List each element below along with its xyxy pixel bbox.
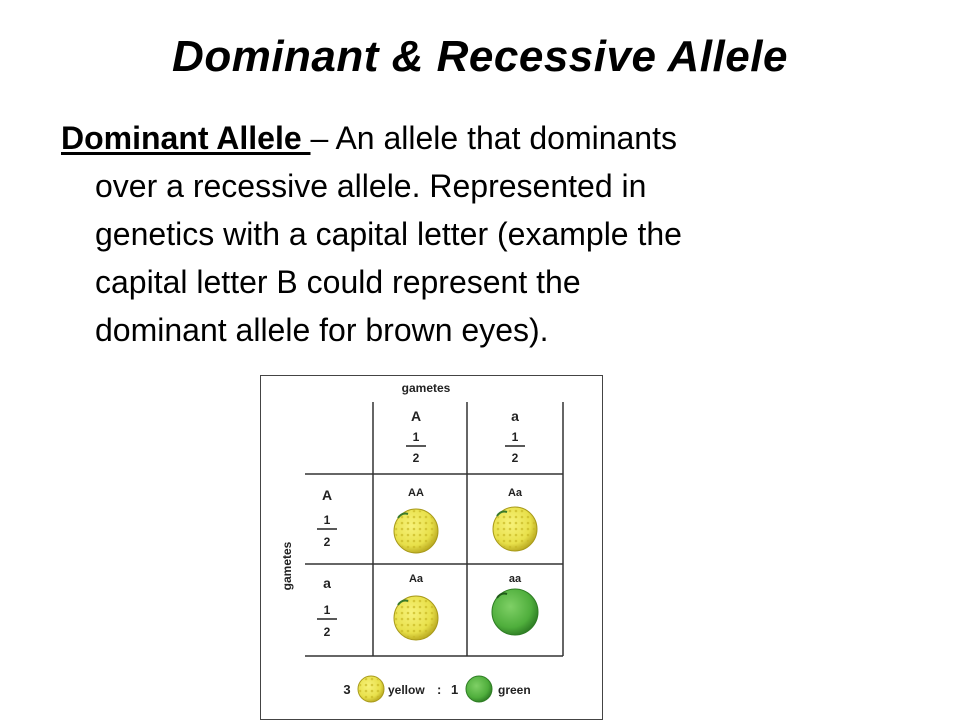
column-fraction-den-2: 2 (511, 451, 519, 465)
ratio-yellow-count: 3 (343, 682, 351, 697)
row-fraction-den-1: 2 (323, 535, 331, 549)
definition-line-5: dominant allele for brown eyes). (95, 312, 549, 348)
punnett-square-figure (260, 375, 603, 720)
column-fraction-num-1: 1 (412, 430, 420, 444)
yellow-pea-1 (394, 509, 438, 553)
top-gametes-label: gametes (401, 381, 451, 395)
row-fraction-num-2: 1 (323, 603, 331, 617)
row-fraction-num-1: 1 (323, 513, 331, 527)
yellow-pea-3 (394, 596, 438, 640)
yellow-pea-2 (493, 507, 537, 551)
cell-genotype-3: Aa (408, 573, 424, 585)
slide-title: Dominant & Recessive Allele (172, 32, 788, 81)
definition-text (61, 114, 921, 354)
column-allele-a: a (511, 408, 519, 424)
column-allele-A: A (410, 408, 422, 424)
column-fraction-num-2: 1 (511, 430, 519, 444)
definition-line-3: genetics with a capital letter (example the (95, 216, 682, 252)
definition-line-2: over a recessive allele. Represented in (95, 168, 647, 204)
green-pea-4 (492, 589, 538, 635)
definition-line-4: capital letter B could represent the (95, 264, 581, 300)
cell-genotype-1: AA (408, 487, 424, 499)
side-gametes-label: gametes (280, 541, 294, 591)
ratio-separator: : (437, 682, 442, 697)
row-fraction-den-2: 2 (323, 625, 331, 639)
ratio-yellow-label: yellow (388, 683, 425, 697)
definition-line-1: – An allele that dominants (310, 120, 677, 156)
punnett-square-svg (261, 376, 601, 718)
legend-yellow-pea-icon (358, 676, 384, 702)
ratio-green-label: green (498, 683, 531, 697)
cell-genotype-2: Aa (507, 487, 523, 499)
row-allele-a: a (323, 575, 331, 591)
cell-genotype-4: aa (508, 573, 522, 585)
row-allele-A: A (321, 487, 333, 503)
term-dominant-allele: Dominant Allele (61, 120, 311, 156)
legend-green-pea-icon (466, 676, 492, 702)
column-fraction-den-1: 2 (412, 451, 420, 465)
ratio-green-count: 1 (451, 682, 459, 697)
definition-first-line (61, 114, 921, 162)
